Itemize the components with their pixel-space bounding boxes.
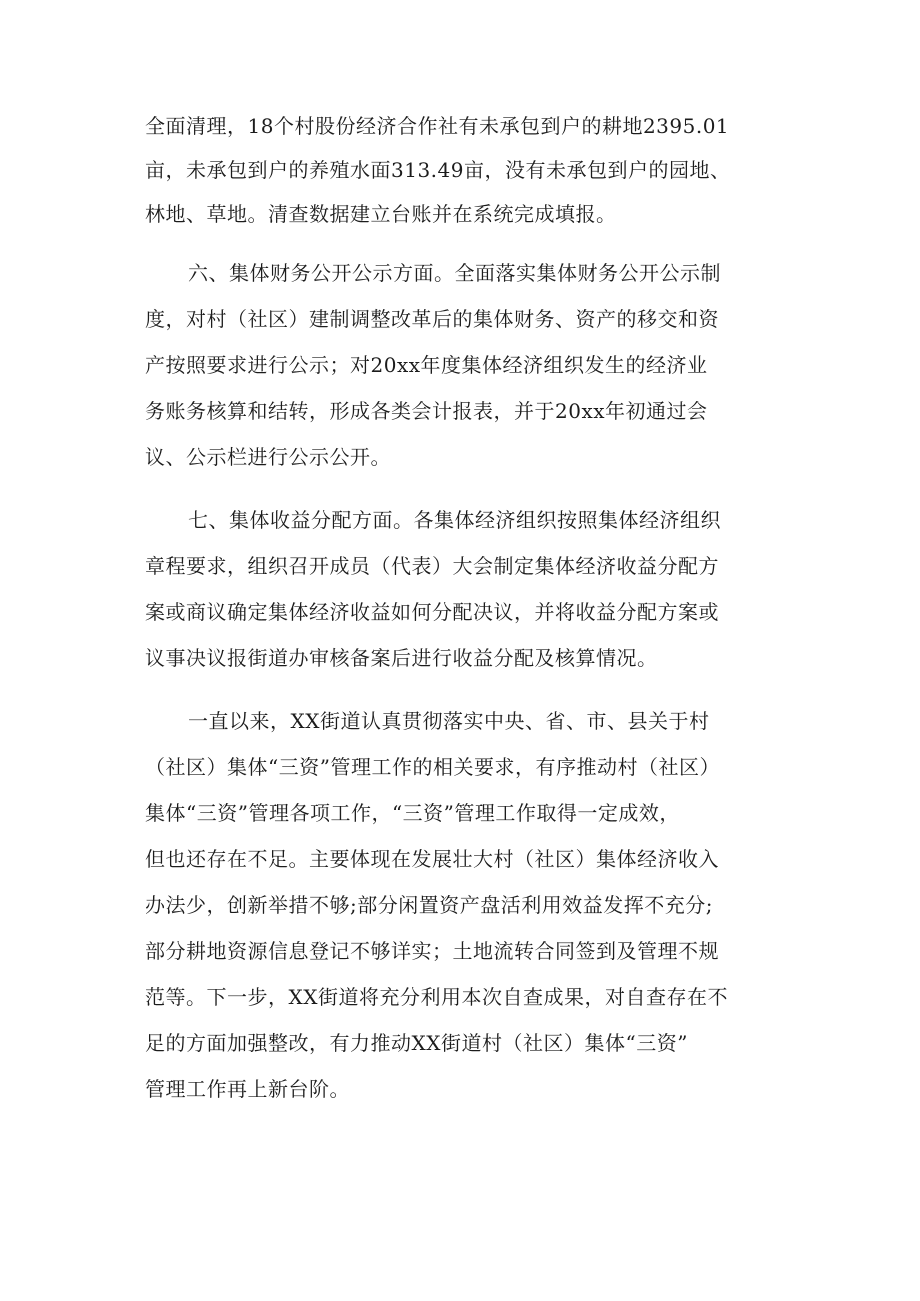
text-line: 但也还存在不足。主要体现在发展壮大村（社区）集体经济收入 [145,847,719,871]
text-line: 度，对村（社区）建制调整改革后的集体财务、资产的移交和资 [145,307,719,331]
text-line: 议、公示栏进行公示公开。 [145,445,391,469]
paragraph-7-heading-line: 七、集体收益分配方面。各集体经济组织按照集体经济组织 [188,508,721,532]
text-line: 集体“三资”管理各项工作，“三资”管理工作取得一定成效， [145,801,680,825]
text-line: 亩，未承包到户的养殖水面313.49亩，没有未承包到户的园地、 [145,158,731,182]
text-line: 章程要求，组织召开成员（代表）大会制定集体经济收益分配方 [145,554,719,578]
text-line: 林地、草地。清查数据建立台账并在系统完成填报。 [145,202,617,226]
text-line: 产按照要求进行公示；对20xx年度集体经济组织发生的经济业 [145,353,708,377]
text-line: （社区）集体“三资”管理工作的相关要求，有序推动村（社区） [145,755,720,779]
text-line: 管理工作再上新台阶。 [145,1077,350,1101]
paragraph-6-heading-line: 六、集体财务公开公示方面。全面落实集体财务公开公示制 [188,261,721,285]
text-line: 务账务核算和结转，形成各类会计报表，并于20xx年初通过会 [145,399,708,423]
text-line: 议事决议报街道办审核备案后进行收益分配及核算情况。 [145,646,658,670]
text-line: 办法少，创新举措不够;部分闲置资产盘活利用效益发挥不充分; [145,893,713,917]
paragraph-summary-first-line: 一直以来，XX街道认真贯彻落实中央、省、市、县关于村 [188,709,710,733]
text-line: 范等。下一步，XX街道将充分利用本次自查成果，对自查存在不 [145,985,728,1009]
text-line: 案或商议确定集体经济收益如何分配决议，并将收益分配方案或 [145,600,719,624]
text-line: 部分耕地资源信息登记不够详实；土地流转合同签到及管理不规 [145,939,719,963]
text-line: 全面清理，18个村股份经济合作社有未承包到户的耕地2395.01 [145,114,730,138]
text-line: 足的方面加强整改，有力推动XX街道村（社区）集体“三资” [145,1031,688,1055]
